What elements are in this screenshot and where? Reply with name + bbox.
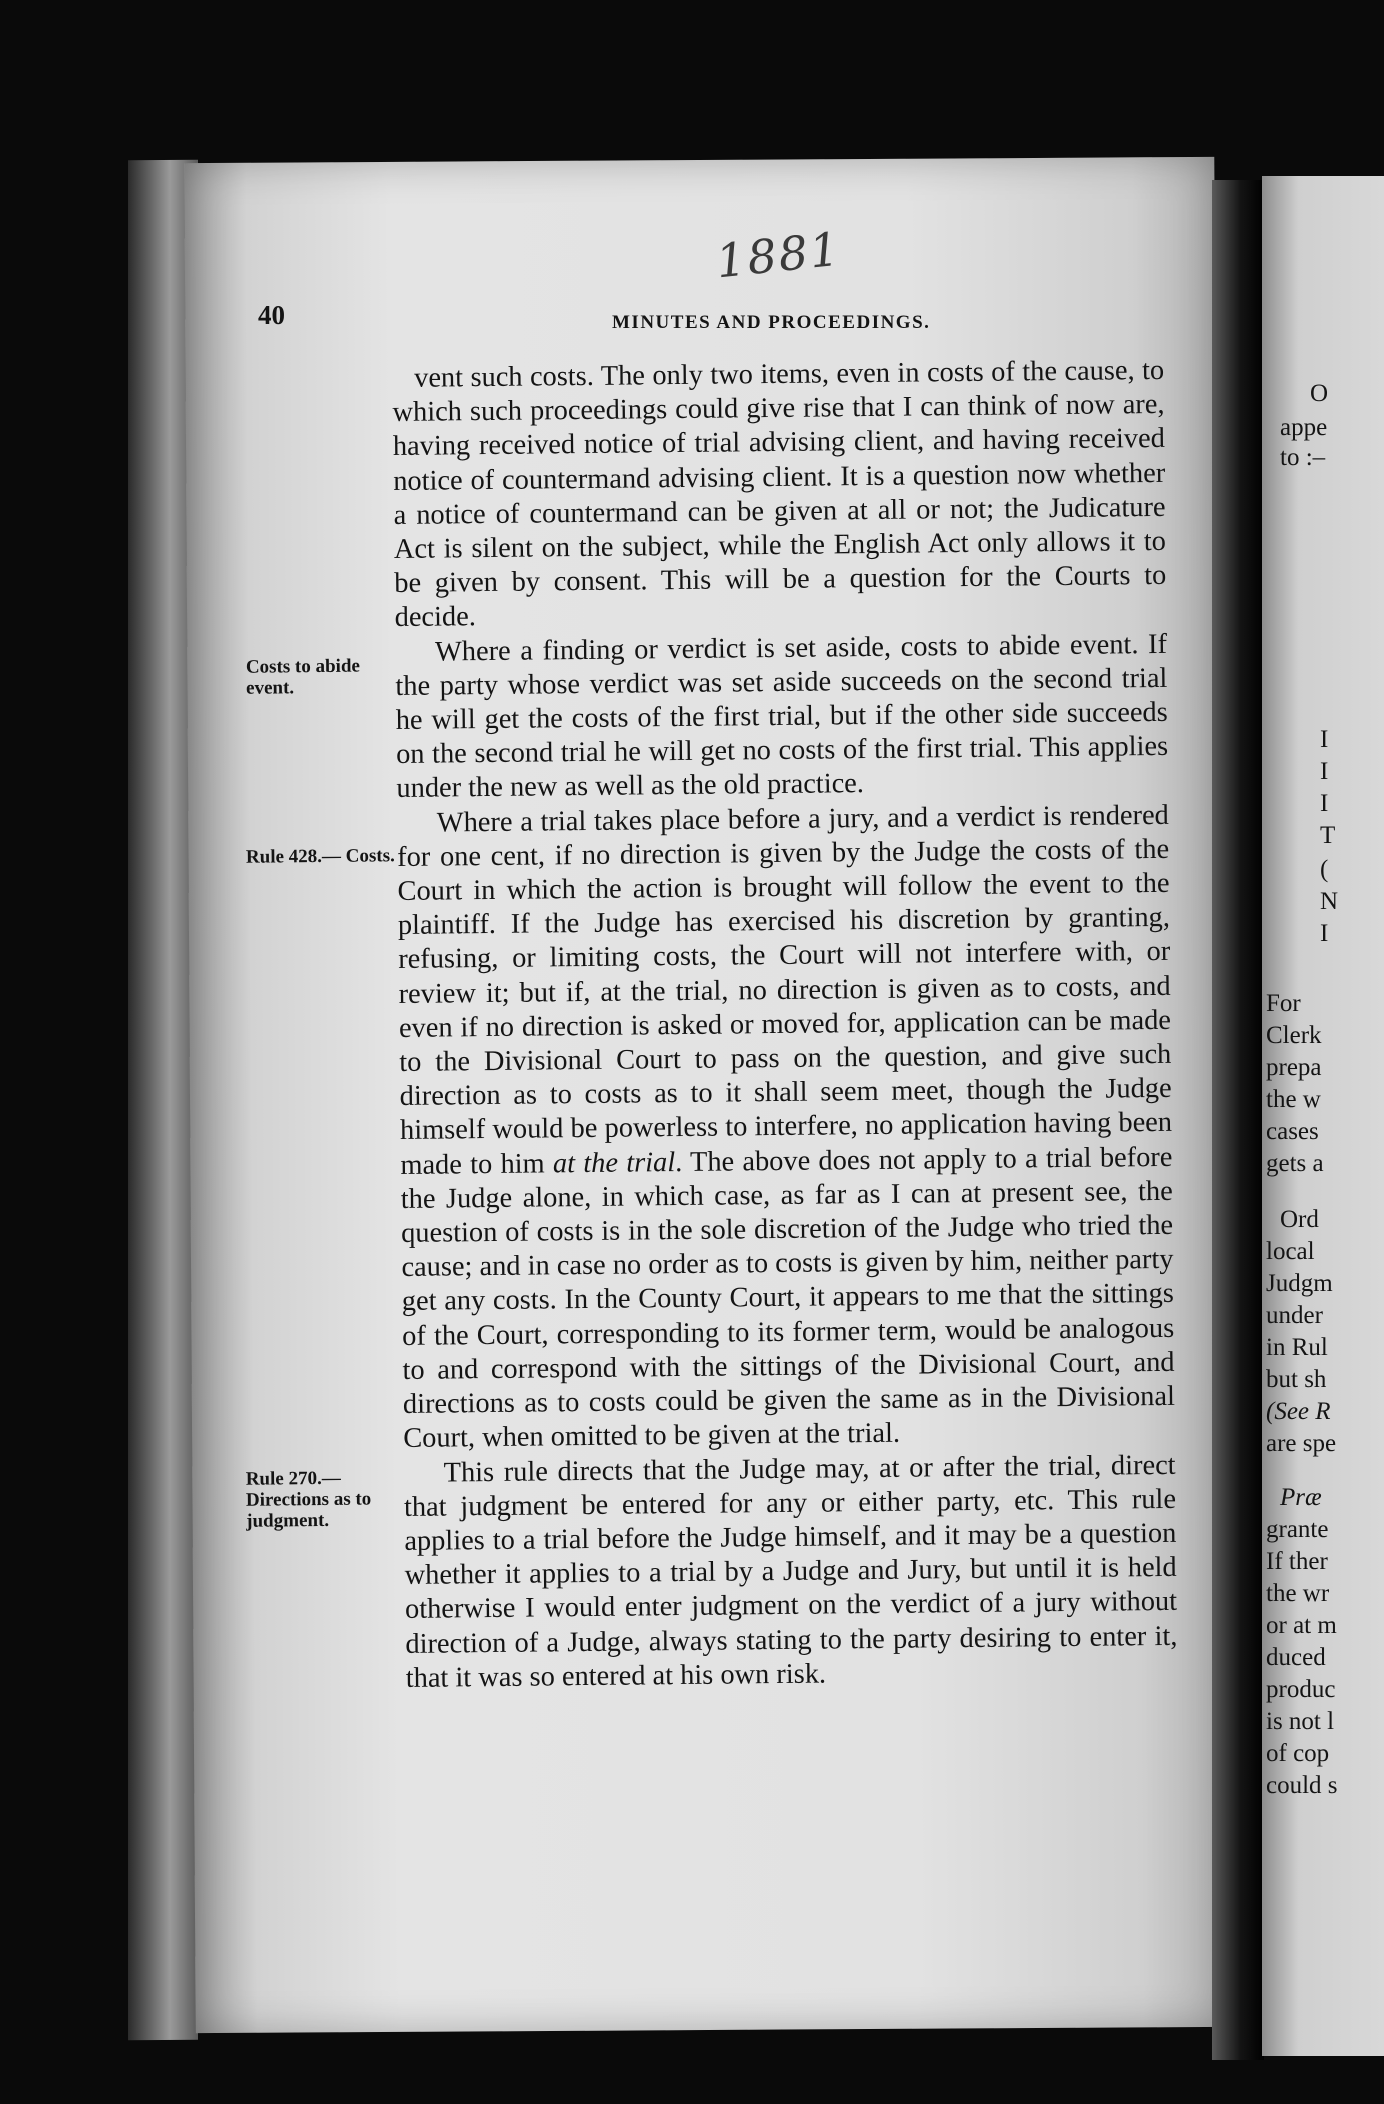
- right-page-line: O: [1310, 380, 1329, 407]
- right-page-line: produc: [1266, 1676, 1336, 1703]
- margin-note-rule-428: Rule 428.— Costs.: [245, 845, 395, 868]
- right-page-line: but sh: [1266, 1366, 1327, 1393]
- right-page-line: (See R: [1266, 1398, 1331, 1425]
- right-page-line: T: [1320, 822, 1336, 849]
- right-page-line: I: [1320, 920, 1329, 947]
- right-page-line: local: [1266, 1238, 1315, 1265]
- right-page-line: cases: [1266, 1118, 1319, 1145]
- right-page-line: the wr: [1266, 1580, 1330, 1607]
- right-page-fragment: [1262, 176, 1384, 2056]
- right-page-line: of cop: [1266, 1740, 1330, 1767]
- right-page-line: to :–: [1280, 444, 1326, 471]
- right-page-line: grante: [1266, 1516, 1329, 1543]
- right-page-line: gets a: [1266, 1150, 1324, 1177]
- right-page-line: under: [1266, 1302, 1323, 1329]
- page-number: 40: [258, 300, 285, 330]
- book-gutter: [1212, 180, 1264, 2060]
- right-page-line: the w: [1266, 1086, 1321, 1113]
- right-page-line: or at m: [1266, 1612, 1337, 1639]
- right-page-line: are spe: [1266, 1430, 1337, 1457]
- running-head: MINUTES AND PROCEEDINGS.: [612, 312, 931, 333]
- right-page-line: appe: [1280, 414, 1328, 441]
- right-page-line: I: [1320, 758, 1329, 785]
- right-page-line: For: [1266, 990, 1301, 1017]
- margin-note-rule-270: Rule 270.— Directions as to judgment.: [245, 1467, 372, 1532]
- margin-note-costs-to-abide-event: Costs to abide event.: [245, 655, 361, 699]
- right-page-line: If ther: [1266, 1548, 1328, 1575]
- right-page-line: prepa: [1266, 1054, 1322, 1081]
- handwritten-year: 1881: [713, 221, 844, 289]
- right-page-line: I: [1320, 790, 1329, 817]
- paragraph-costs-to-abide-event: Where a finding or verdict is set aside, costs to abide event. If the party whose verdict was set aside succeeds on the second trial he will get the costs of the first trial, but if the other side succeeds on the second trial he will get no costs of the first trial. This applies under the new as well as the old practice.: [395, 628, 1169, 805]
- right-page-line: duced: [1266, 1644, 1326, 1671]
- paragraph-rule-270-directions: This rule directs that the Judge may, at or after the trial, direct that judgment be entered for any or either party, etc. This rule applies to a trial before the Judge himself, and it may be a question whether it applies to a trial by a Judge and Jury, but until it is held otherwise I would enter judgment on the verdict of a jury without direction of a Judge, always stating to the party desiring to enter it, that it was so entered at his own risk.: [403, 1449, 1178, 1694]
- right-page-line: could s: [1266, 1772, 1338, 1799]
- right-page-line: N: [1320, 888, 1339, 915]
- right-page-line: in Rul: [1266, 1334, 1328, 1361]
- paragraph-rule-428-costs: Where a trial takes place before a jury, and a verdict is rendered for one cent, if no direction is given by the Judge the costs of the Court in which the action is brought will follow the event to the plaintiff. If the Judge has exercised his discretion by granting, refusing, or limiting costs, the Court will not interfere with, or review it; but if, at the trial, no direction is given as to costs, and even if no direction is asked or moved for, application can be made to the Divisional Court to pass on the question, and give such direction as to costs as to it shall seem meet, though the Judge himself would be powerless to interfere, no application having been made to him at the trial. The above does not apply to a trial before the Judge alone, in which case, as far as I can at present see, the question of costs is in the sole discretion of the Judge who tried the cause; and in case no order as to costs is given by him, neither party get any costs. In the County Court, it appears to me that the sittings of the Court, corresponding to its former term, would be analogous to and correspond with the sittings of the Divisional Court, and directions as to costs could be given the same as in the Divisional Court, when omitted to be given at the trial.: [397, 799, 1176, 1455]
- right-page-line: Ord: [1280, 1206, 1319, 1233]
- right-page-line: is not l: [1266, 1708, 1335, 1735]
- right-page-line: Clerk: [1266, 1022, 1322, 1049]
- right-page-line: Præ: [1280, 1484, 1322, 1511]
- body-text: [392, 354, 1178, 1696]
- right-page-line: (: [1320, 856, 1329, 883]
- right-page-line: Judgm: [1266, 1270, 1333, 1297]
- paragraph-continued-costs: vent such costs. The only two items, even in costs of the cause, to which such proceedings could give rise that I can think of now are, having received notice of trial advising client, and having received notice of countermand advising client. It is a question now whether a notice of countermand can be given at all or not; the Judicature Act is silent on the subject, while the English Act only allows it to be given by consent. This will be a question for the Courts to decide.: [392, 354, 1167, 634]
- right-page-line: I: [1320, 726, 1329, 753]
